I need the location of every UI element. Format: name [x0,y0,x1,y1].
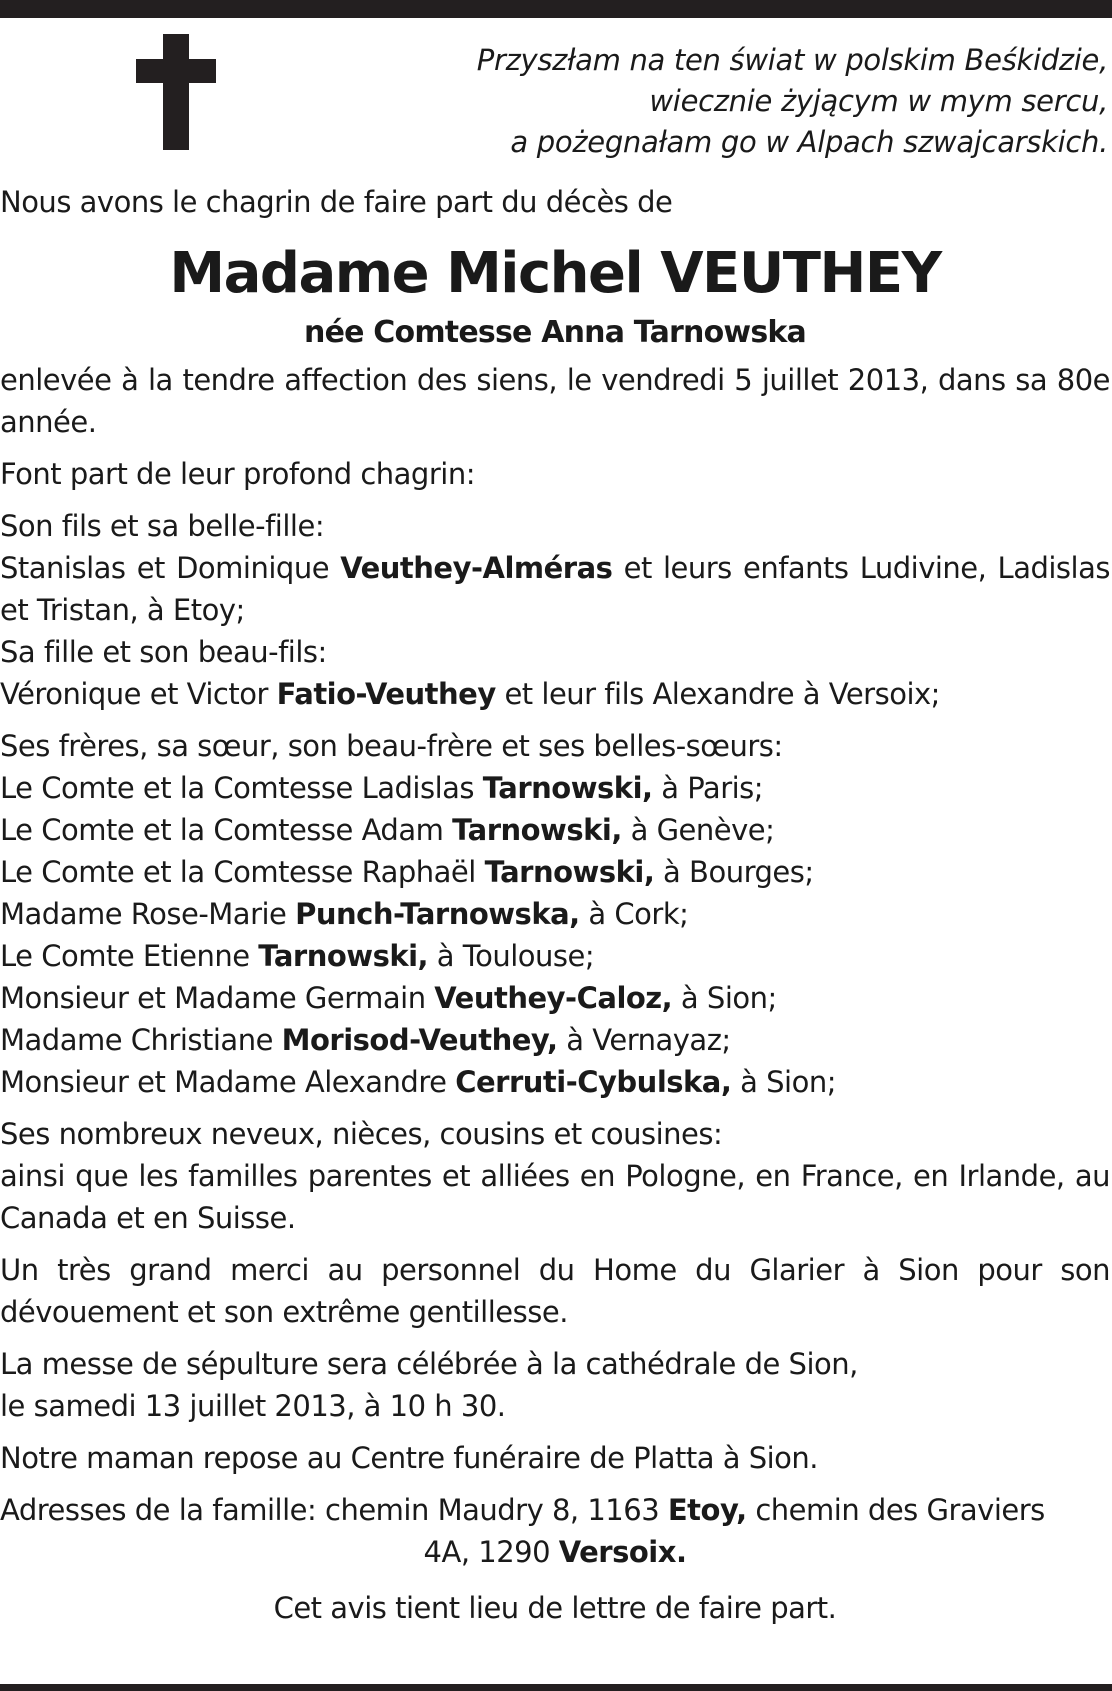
family-name: Fatio-Veuthey [276,677,496,711]
sibling-entry: Monsieur et Madame Germain Veuthey-Caloz, à Sion; [0,981,777,1015]
family-name: Morisod-Veuthey, [281,1023,558,1057]
family-name: Veuthey-Caloz, [434,981,673,1015]
family-name: Tarnowski, [482,771,653,805]
family-name: Tarnowski, [452,813,622,847]
relatives-text: ainsi que les familles parentes et alliées en Pologne, en France, en Irlande, au Canada et en Suisse. [0,1159,1110,1235]
family-name: Punch-Tarnowska, [295,897,580,931]
thanks-text: Un très grand merci au personnel du Home du Glarier à Sion pour son dévouement et son extrême gentillesse. [0,1253,1110,1329]
mass-date: le samedi 13 juillet 2013, à 10 h 30. [0,1389,506,1423]
sibling-entry: Le Comte et la Comtesse Ladislas Tarnowski, à Paris; [0,771,764,805]
bottom-rule [0,1684,1112,1691]
son-heading: Son fils et sa belle-fille: [0,509,325,543]
relatives-heading: Ses nombreux neveux, nièces, cousins et cousines: [0,1117,723,1151]
polish-verse [477,40,1108,163]
sibling-entry: Le Comte Etienne Tarnowski, à Toulouse; [0,939,595,973]
closing-text: Cet avis tient lieu de lettre de faire part. [273,1591,837,1625]
verse-line: a pożegnałam go w Alpach szwajcarskich. [510,125,1108,159]
son-entry: Stanislas et Dominique Veuthey-Alméras et leurs enfants Ludivine, Ladislas et Tristan, à Etoy; [0,551,1110,627]
verse-line: wiecznie żyjącym w mym sercu, [649,84,1108,118]
family-name: Tarnowski, [258,939,429,973]
font-part-heading: Font part de leur profond chagrin: [0,457,475,491]
sibling-entry: Le Comte et la Comtesse Raphaël Tarnowski, à Bourges; [0,855,814,889]
verse-line: Przyszłam na ten świat w polskim Beśkidzie, [476,43,1108,77]
sibling-entry: Le Comte et la Comtesse Adam Tarnowski, à Genève; [0,813,775,847]
deceased-name: Madame Michel VEUTHEY [169,241,941,306]
address-city: Versoix. [558,1535,687,1569]
daughter-heading: Sa fille et son beau-fils: [0,635,327,669]
latin-cross-icon [136,34,216,150]
family-name: Tarnowski, [484,855,655,889]
sibling-entry: Madame Rose-Marie Punch-Tarnowska, à Cork; [0,897,689,931]
address-city: Etoy, [667,1493,747,1527]
repose-text: Notre maman repose au Centre funéraire de Platta à Sion. [0,1441,819,1475]
family-name: Veuthey-Alméras [340,551,613,585]
notice-body [0,181,1110,1629]
siblings-section [0,725,1110,1103]
siblings-heading: Ses frères, sa sœur, son beau-frère et ses belles-sœurs: [0,729,783,763]
mass-info [0,1343,1110,1427]
sibling-entry: Monsieur et Madame Alexandre Cerruti-Cybulska, à Sion; [0,1065,836,1099]
daughter-entry: Véronique et Victor Fatio-Veuthey et leur fils Alexandre à Versoix; [0,677,940,711]
sibling-entry: Madame Christiane Morisod-Veuthey, à Vernayaz; [0,1023,731,1057]
maiden-name: née Comtesse Anna Tarnowska [304,315,806,350]
mass-line: La messe de sépulture sera célébrée à la cathédrale de Sion, [0,1347,858,1381]
intro-text: Nous avons le chagrin de faire part du décès de [0,185,673,219]
family-name: Cerruti-Cybulska, [455,1065,732,1099]
relatives-section [0,1113,1110,1239]
passing-text: enlevée à la tendre affection des siens, le vendredi 5 juillet 2013, dans sa 80e année. [0,363,1110,439]
family-address: Adresses de la famille: chemin Maudry 8, 1163 Etoy, chemin des Graviers 4A, 1290 Versoix. [0,1493,1045,1569]
children-section [0,505,1110,715]
